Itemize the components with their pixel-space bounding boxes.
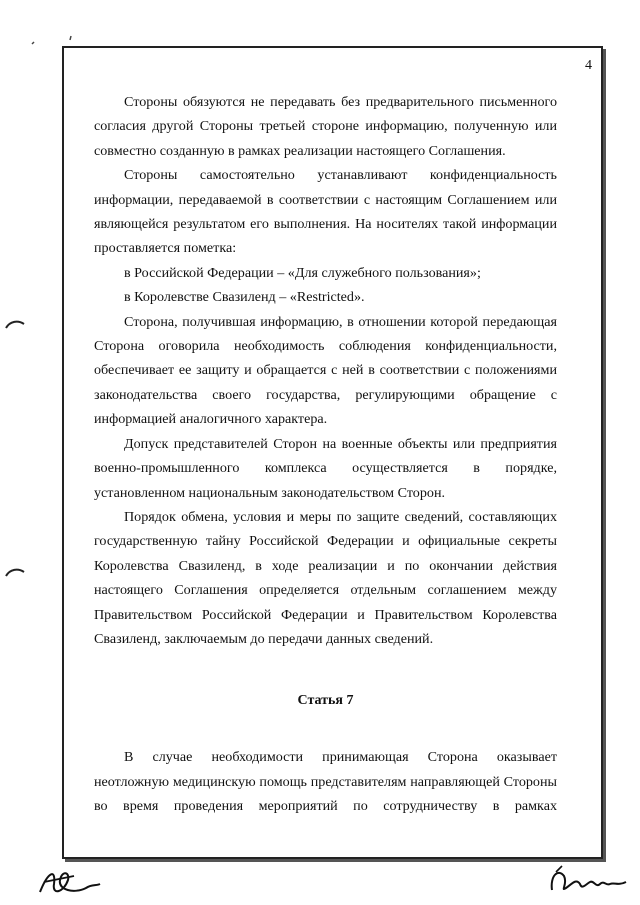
scan-speck [30,34,90,48]
paragraph-1: Стороны обязуются не передавать без предварительного письменного согласия другой Стороны третьей стороне информацию, полученную или совместно созданную в рамках реализации настоящего Соглашения. [94,94,557,159]
paragraph-5: Сторона, получившая информацию, в отношении которой передающая Сторона оговорила необходимость соблюдения конфиденциальности, обеспечивает ее защиту и обращается с ней в соответствии с положениями законодательства своего государства, регулирующими обращение с информацией аналогичного характера. [94,313,557,428]
initials-signature [34,862,104,902]
margin-mark [4,318,26,332]
paragraph-7: Порядок обмена, условия и меры по защите сведений, составляющих государственную тайну Российской Федерации и официальные секреты Королевства Свазиленд, в ходе реализации и по окончании действия настоящего Соглашения определяется отдельным соглашением между Правительством Российской Федерации и Правительством Королевства Свазиленд, заключаемым до передачи данных сведений. [94,508,557,647]
article-heading: Статья 7 [297,693,354,709]
article-paragraph: В случае необходимости принимающая Сторона оказывает неотложную медицинскую помощь представителям направляющей Стороны во время проведения мероприятий по сотрудничеству в рамках [94,749,557,815]
paragraph-3: в Российской Федерации – «Для служебного пользования»; [124,264,481,281]
paragraph-4: в Королевстве Свазиленд – «Restricted». [124,289,365,306]
page-number: 4 [585,58,592,73]
handwritten-signature [546,862,636,902]
paragraph-2: Стороны самостоятельно устанавливают конфиденциальность информации, передаваемой в соответствии с настоящим Соглашением или являющейся результатом его выполнения. На носителях такой информации проставляется пометка: [94,167,557,257]
paragraph-6: Допуск представителей Сторон на военные объекты или предприятия военно-промышленного комплекса осуществляется в порядке, установленном национальным законодательством Сторон. [94,435,557,501]
document-body [94,90,557,819]
margin-mark [4,566,26,580]
